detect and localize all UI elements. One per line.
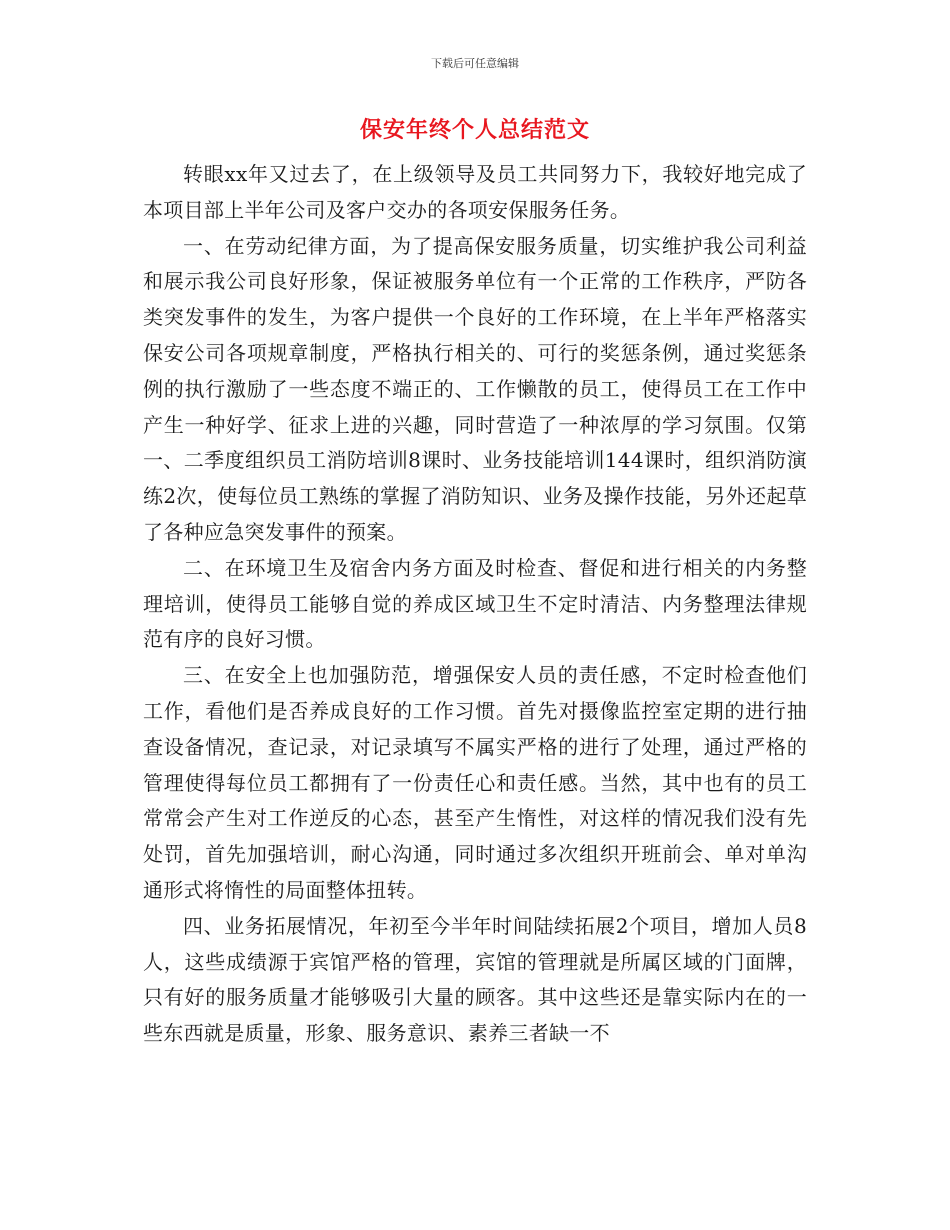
document-body	[143, 157, 807, 1052]
paragraph-safety: 三、在安全上也加强防范，增强保安人员的责任感，不定时检查他们工作，看他们是否养成良好的工作习惯。首先对摄像监控室定期的进行抽查设备情况，查记录，对记录填写不属实严格的进行了处理，通过严格的管理使得每位员工都拥有了一份责任心和责任感。当然，其中也有的员工常常会产生对工作逆反的心态，甚至产生惰性，对这样的情况我们没有先处罚，首先加强培训，耐心沟通，同时通过多次组织开班前会、单对单沟通形式将惰性的局面整体扭转。	[143, 663, 807, 902]
paragraph-environment-hygiene: 二、在环境卫生及宿舍内务方面及时检查、督促和进行相关的内务整理培训，使得员工能够自觉的养成区域卫生不定时清洁、内务整理法律规范有序的良好习惯。	[143, 555, 807, 652]
document-title: 保安年终个人总结范文	[359, 118, 590, 143]
paragraph-business-expansion: 四、业务拓展情况，年初至今半年时间陆续拓展2个项目，增加人员8人，这些成绩源于宾馆严格的管理，宾馆的管理就是所属区域的门面牌，只有好的服务质量才能够吸引大量的顾客。其中这些还是靠实际内在的一些东西就是质量，形象、服务意识、素养三者缺一不	[143, 913, 807, 1046]
paragraph-intro: 转眼xx年又过去了，在上级领导及员工共同努力下，我较好地完成了本项目部上半年公司及客户交办的各项安保服务任务。	[143, 162, 807, 222]
header-note: 下载后可任意编辑	[431, 57, 519, 70]
paragraph-labor-discipline: 一、在劳动纪律方面，为了提高保安服务质量，切实维护我公司利益和展示我公司良好形象，保证被服务单位有一个正常的工作秩序，严防各类突发事件的发生，为客户提供一个良好的工作环境，在上半年严格落实保安公司各项规章制度，严格执行相关的、可行的奖惩条例，通过奖惩条例的执行激励了一些态度不端正的、工作懒散的员工，使得员工在工作中产生一种好学、征求上进的兴趣，同时营造了一种浓厚的学习氛围。仅第一、二季度组织员工消防培训8课时、业务技能培训144课时，组织消防演练2次，使每位员工熟练的掌握了消防知识、业务及操作技能，另外还起草了各种应急突发事件的预案。	[143, 233, 807, 544]
